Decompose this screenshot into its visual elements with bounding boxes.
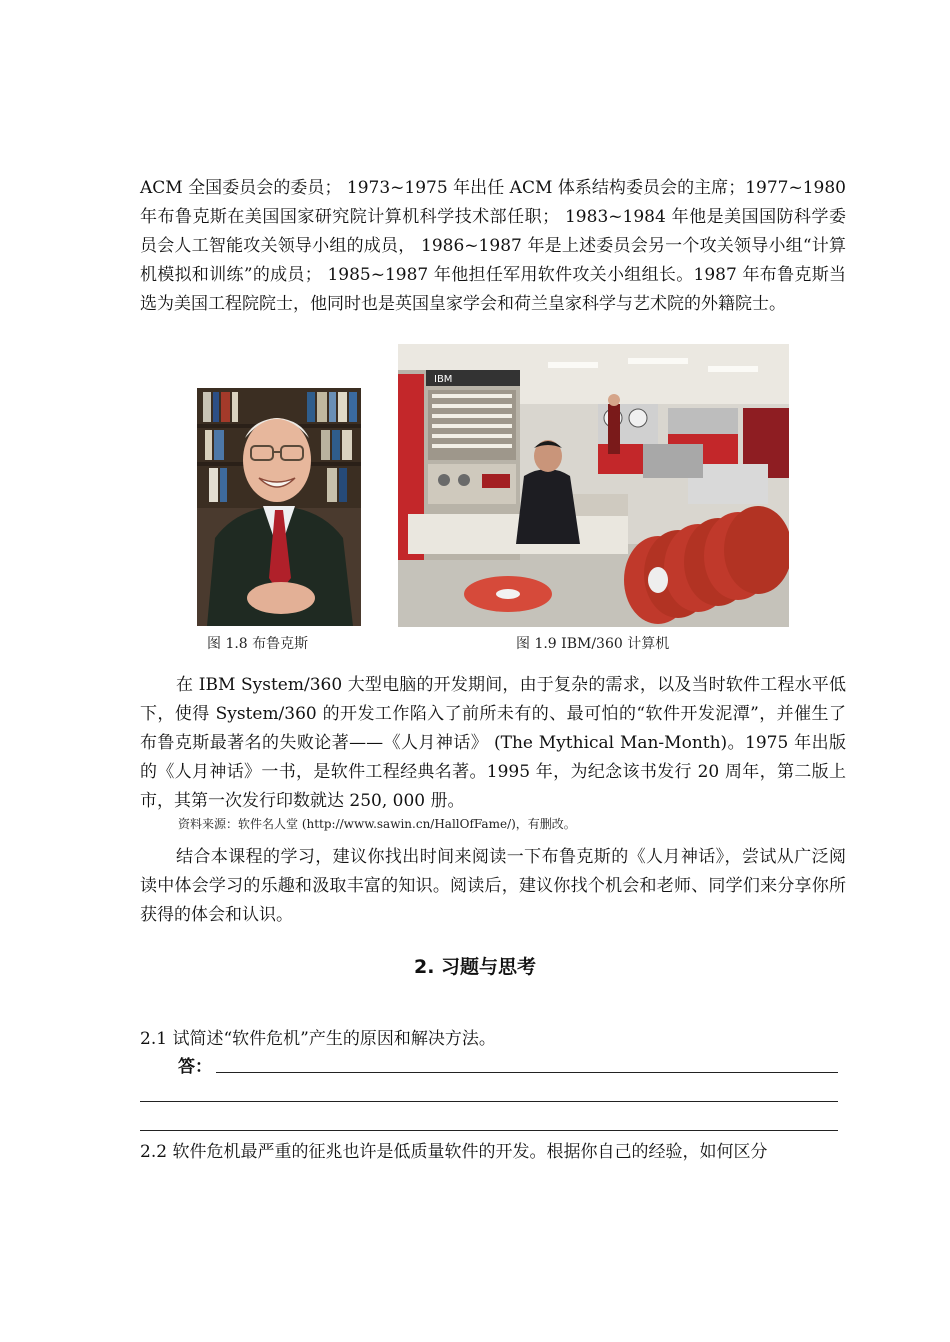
question-2-2: 2.2 软件危机最严重的征兆也许是低质量软件的开发。根据你自己的经验，如何区分 — [140, 1142, 768, 1162]
answer-line-3 — [140, 1130, 838, 1131]
answer-label: 答： — [178, 1057, 212, 1077]
brooks-portrait-photo — [197, 388, 361, 626]
question-2-1: 2.1 试简述“软件危机”产生的原因和解决方法。 — [140, 1029, 496, 1049]
figure-1-9-caption: 图 1.9 IBM/360 计算机 — [516, 636, 670, 652]
ibm-logo-text: IBM — [434, 374, 453, 385]
paragraph-reading-suggestion: 结合本课程的学习，建议你找出时间来阅读一下布鲁克斯的《人月神话》，尝试从广泛阅读中体会学习的乐趣和汲取丰富的知识。阅读后，建议你找个机会和老师、同学们来分享你所获得的体会和认识。 — [140, 847, 846, 925]
answer-line-1 — [216, 1072, 838, 1073]
ibm-360-computer-photo — [398, 344, 789, 627]
section-heading: 2. 习题与思考 — [413, 956, 537, 978]
paragraph-brooks-career: ACM 全国委员会的委员； 1973~1975 年出任 ACM 体系结构委员会的主席；1977~1980 年布鲁克斯在美国国家研究院计算机科学技术部任职； 1983~1984 年他是美国国防科学委员会人工智能攻关领导小组的成员， 1986~1987 年是上述委员会另一个攻关领导小组“计算机模拟和训练”的成员； 1985~1987 年他担任军用软件攻关小组组长。1987 年布鲁克斯当选为美国工程院院士，他同时也是英国皇家学会和荷兰皇家科学与艺术院的外籍院士。 — [140, 178, 846, 314]
source-citation: 资料来源：软件名人堂 (http://www.sawin.cn/HallOfFame/)，有删改。 — [178, 817, 576, 831]
answer-line-2 — [140, 1101, 838, 1102]
paragraph-mythical-man-month: 在 IBM System/360 大型电脑的开发期间，由于复杂的需求，以及当时软件工程水平低下，使得 System/360 的开发工作陷入了前所未有的、最可怕的“软件开发泥潭”，并催生了布鲁克斯最著名的失败论著——《人月神话》 (The Mythical Man-Month)。1975 年出版的《人月神话》一书，是软件工程经典名著。1995 年，为纪念该书发行 20 周年，第二版上市，其第一次发行印数就达 250, 000 册。 — [140, 675, 846, 811]
figure-1-8-caption: 图 1.8 布鲁克斯 — [207, 636, 309, 652]
